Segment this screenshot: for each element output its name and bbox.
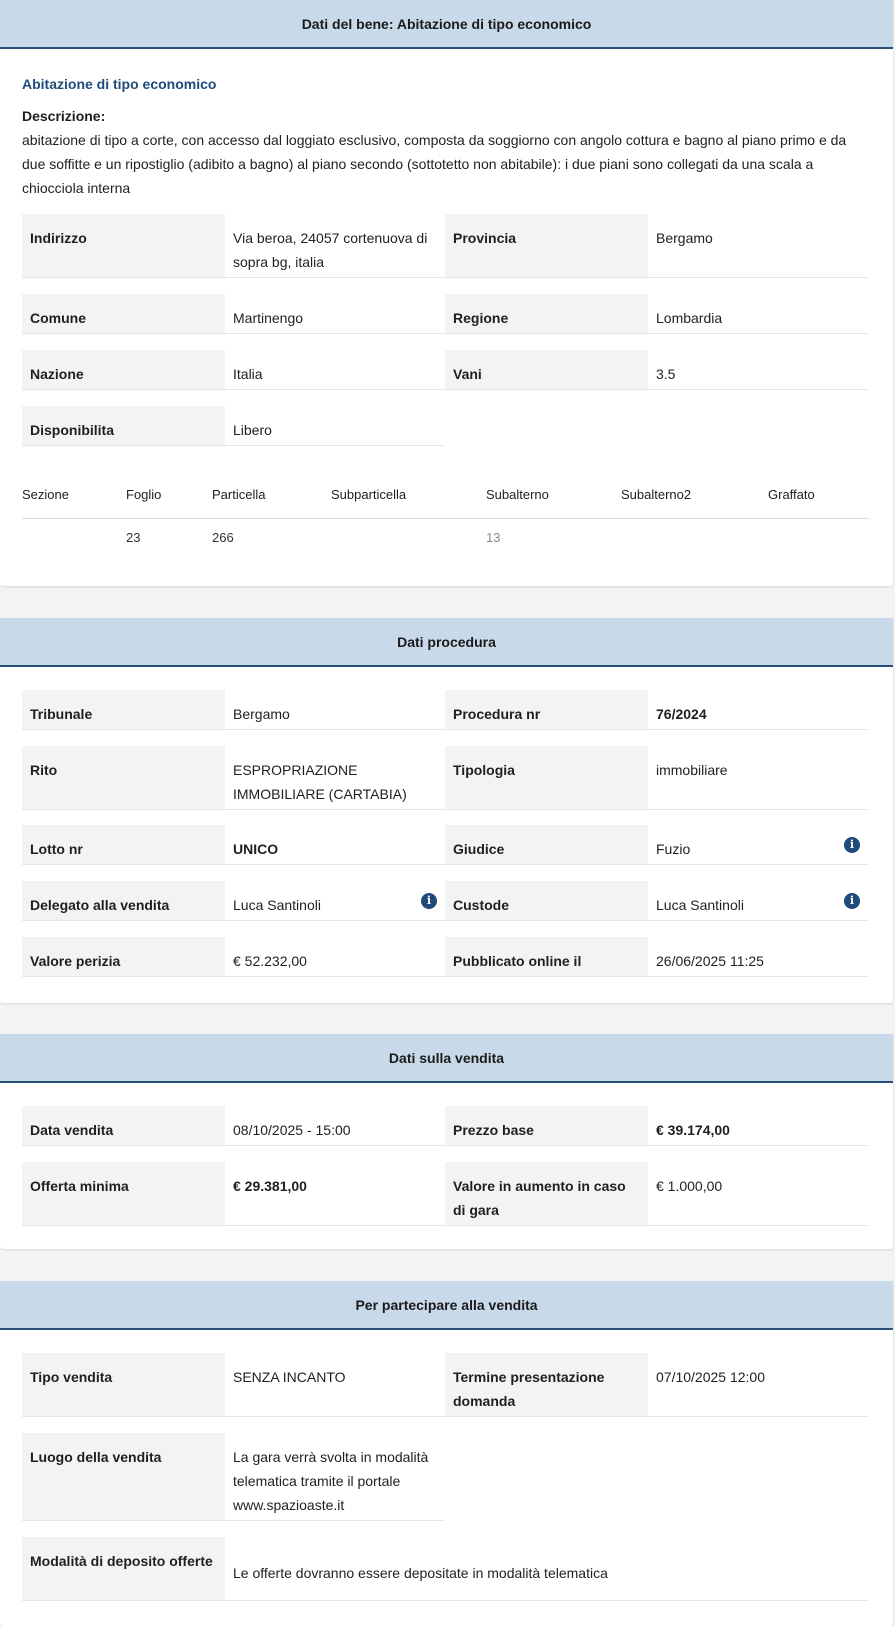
value-giudice: Fuzio [648,825,869,865]
label-pubblicato-online: Pubblicato online il [445,937,648,977]
value-comune: Martinengo [225,294,445,334]
value-prezzo-base: € 39.174,00 [648,1106,869,1146]
label-rito: Rito [22,746,225,810]
catasto-header-subparticella: Subparticella [331,487,407,502]
value-disponibilita: Libero [225,406,445,446]
label-offerta-minima: Offerta minima [22,1162,225,1226]
value-lotto-nr: UNICO [225,825,445,865]
value-custode: Luca Santinoli [648,881,869,921]
catasto-header-sezione: Sezione [22,487,69,502]
value-regione: Lombardia [648,294,869,334]
card-partecipare-vendita [0,1281,893,1626]
info-icon-delegato[interactable]: i [421,893,437,909]
value-tipologia: immobiliare [648,746,869,810]
value-pubblicato-online: 26/06/2025 11:25 [648,937,869,977]
value-vani: 3.5 [648,350,869,390]
value-termine-presentazione: 07/10/2025 12:00 [648,1353,869,1417]
card-header-dati-bene: Dati del bene: Abitazione di tipo economico [0,0,893,49]
label-nazione: Nazione [22,350,225,390]
label-disponibilita: Disponibilita [22,406,225,446]
card-header-dati-vendita: Dati sulla vendita [0,1034,893,1083]
value-luogo-vendita: La gara verrà svolta in modalità telematica tramite il portale www.spazioaste.it [225,1433,445,1521]
value-valore-aumento: € 1.000,00 [648,1162,869,1226]
card-header-dati-procedura: Dati procedura [0,618,893,667]
label-vani: Vani [445,350,648,390]
value-delegato: Luca Santinoli [225,881,445,921]
label-valore-perizia: Valore perizia [22,937,225,977]
label-termine-presentazione: Termine presentazione domanda [445,1353,648,1417]
value-tipo-vendita: SENZA INCANTO [225,1353,445,1417]
label-valore-aumento: Valore in aumento in caso di gara [445,1162,648,1226]
label-lotto-nr: Lotto nr [22,825,225,865]
info-icon-giudice[interactable]: i [844,837,860,853]
label-luogo-vendita: Luogo della vendita [22,1433,225,1521]
value-offerta-minima: € 29.381,00 [225,1162,445,1226]
catasto-header-particella: Particella [212,487,266,502]
card-dati-bene [0,0,893,586]
catasto-header-subalterno: Subalterno [486,487,549,502]
label-prezzo-base: Prezzo base [445,1106,648,1146]
value-valore-perizia: € 52.232,00 [225,937,445,977]
label-delegato: Delegato alla vendita [22,881,225,921]
bene-subtitle: Abitazione di tipo economico [22,76,217,92]
catasto-cell-foglio: 23 [126,530,141,545]
catasto-cell-subalterno: 13 [486,530,501,545]
info-icon-custode[interactable]: i [844,893,860,909]
card-dati-vendita [0,1034,893,1249]
label-regione: Regione [445,294,648,334]
value-modalita-deposito: Le offerte dovranno essere depositate in modalità telematica [225,1537,869,1601]
description-label: Descrizione: [22,108,106,124]
catasto-cell-particella: 266 [212,530,234,545]
label-modalita-deposito: Modalità di deposito offerte [22,1537,225,1601]
value-data-vendita: 08/10/2025 - 15:00 [225,1106,445,1146]
description-text: abitazione di tipo a corte, con accesso dal loggiato esclusivo, composta da soggiorno con angolo cottura e bagno al piano primo e da due soffitte e un ripostiglio (adibito a bagno) al piano secondo (sottotetto non abitabile): i due piani sono collegati da una scala a chiocciola interna [22,132,847,196]
catasto-header-foglio: Foglio [126,487,162,502]
catasto-divider [22,518,869,519]
catasto-header-subalterno2: Subalterno2 [621,487,692,502]
card-header-partecipare: Per partecipare alla vendita [0,1281,893,1330]
label-custode: Custode [445,881,648,921]
label-giudice: Giudice [445,825,648,865]
label-tribunale: Tribunale [22,690,225,730]
card-dati-procedura [0,618,893,1003]
value-procedura-nr: 76/2024 [648,690,869,730]
label-tipologia: Tipologia [445,746,648,810]
value-provincia: Bergamo [648,214,869,278]
label-procedura-nr: Procedura nr [445,690,648,730]
value-indirizzo: Via beroa, 24057 cortenuova di sopra bg, italia [225,214,445,278]
value-rito: ESPROPRIAZIONE IMMOBILIARE (CARTABIA) [225,746,445,810]
label-provincia: Provincia [445,214,648,278]
label-comune: Comune [22,294,225,334]
label-indirizzo: Indirizzo [22,214,225,278]
catasto-header-graffato: Graffato [768,487,815,502]
value-nazione: Italia [225,350,445,390]
label-tipo-vendita: Tipo vendita [22,1353,225,1417]
label-data-vendita: Data vendita [22,1106,225,1146]
value-tribunale: Bergamo [225,690,445,730]
